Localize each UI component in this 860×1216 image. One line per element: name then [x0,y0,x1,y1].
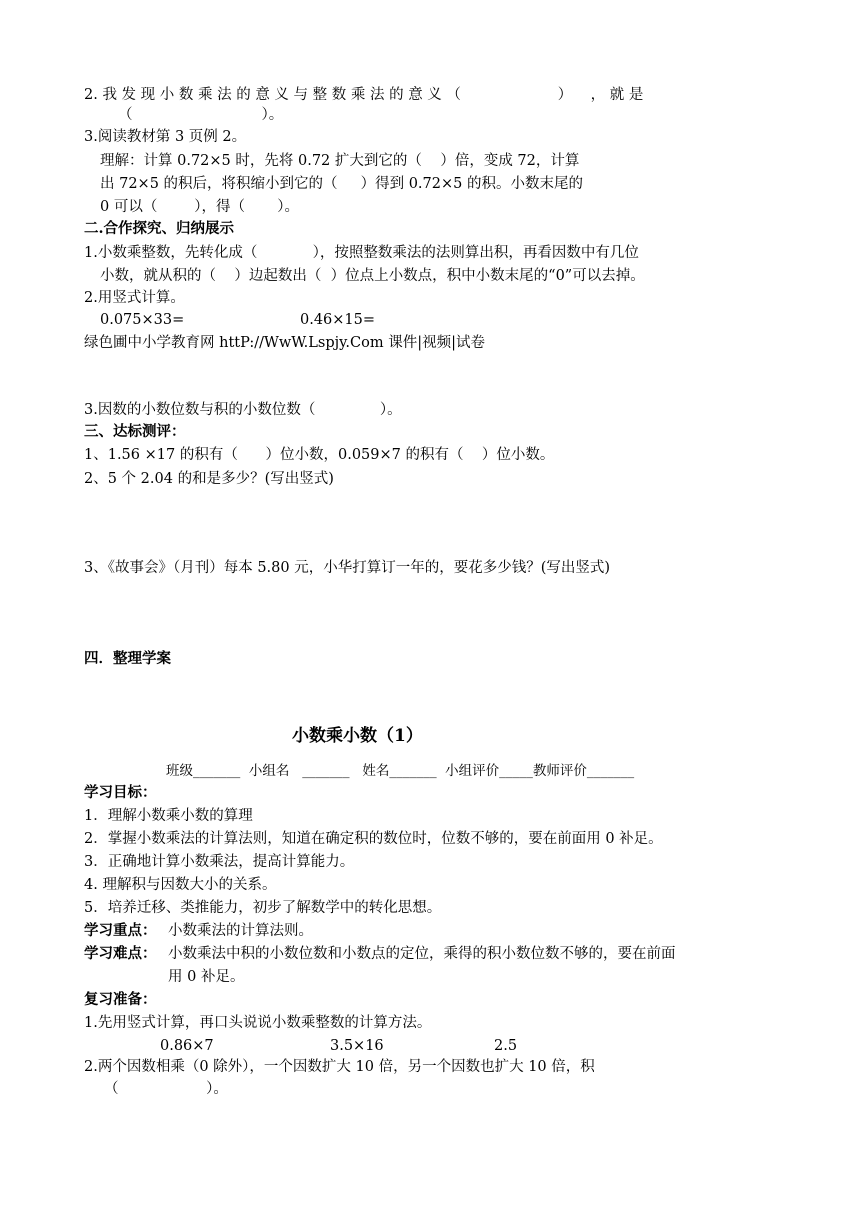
review-heading: 复习准备： [84,991,157,1008]
section-2-item-2: 2.用竖式计算。 [84,290,185,306]
question-3-line-c: 0 可以（ ），得（ ）。 [100,199,299,215]
vertical-calc-1: 0.075×33= [100,312,185,328]
watermark-text: 绿色圃中小学教育网 httP://WwW.Lspjy.Com 课件|视频|试卷 [84,335,485,351]
test-item-3: 3、《故事会》（月刊）每本 5.80 元，小华打算订一年的，要花多少钱？(写出竖式) [84,560,611,576]
section-2-item-1-line-b: 小数，就从积的（ ）边起数出（ ）位点上小数点，积中小数末尾的“0”可以去掉。 [100,268,645,284]
question-2-line-1: 2. 我 发 现 小 数 乘 法 的 意 义 与 整 数 乘 法 的 意 义 （ ） ， 就 是 [84,87,644,103]
learning-goals-heading: 学习目标： [84,784,157,801]
goal-2: 2．掌握小数乘法的计算法则，知道在确定积的数位时，位数不够的，要在前面用 0 补足。 [84,831,663,847]
review-calc-3: 2.5 [494,1038,518,1054]
section-2-item-3: 3.因数的小数位数与积的小数位数（ ）。 [84,402,402,418]
goal-3: 3．正确地计算小数乘法，提高计算能力。 [84,854,355,870]
test-item-2: 2、5 个 2.04 的和是多少？(写出竖式) [84,471,334,487]
vertical-calc-2: 0.46×15= [300,312,376,328]
question-3-line-b: 出 72×5 的积后，将积缩小到它的（ ）得到 0.72×5 的积。小数末尾的 [100,176,583,192]
question-3: 3.阅读教材第 3 页例 2。 [84,129,247,145]
key-point-text: 小数乘法的计算法则。 [168,923,313,939]
difficulty-text-line-a: 小数乘法中积的小数位数和小数点的定位，乘得的积小数位数不够的，要在前面 [168,946,676,962]
section-2-heading: 二.合作探究、归纳展示 [84,220,235,237]
test-item-1: 1、1.56 ×17 的积有（ ）位小数，0.059×7 的积有（ ）位小数。 [84,447,555,463]
review-item-1: 1.先用竖式计算，再口头说说小数乘整数的计算方法。 [84,1015,432,1031]
question-3-line-a: 理解：计算 0.72×5 时，先将 0.72 扩大到它的（ ）倍，变成 72，计算 [100,153,580,169]
question-2-line-2: （ ）。 [118,107,284,123]
goal-1: 1．理解小数乘小数的算理 [84,808,253,824]
key-point-heading: 学习重点： [84,922,157,939]
goal-5: 5．培养迁移、类推能力，初步了解数学中的转化思想。 [84,900,442,916]
review-item-2-line-b: （ ）。 [104,1081,228,1097]
review-item-2-line-a: 2.两个因数相乘（0 除外），一个因数扩大 10 倍，另一个因数也扩大 10 倍，积 [84,1059,595,1075]
lesson-title: 小数乘小数（1） [292,726,423,746]
section-4-heading: 四．整理学案 [84,650,171,667]
student-info-line: 班级_______ 小组名 _______ 姓名_______ 小组评价_____教师评价_______ [166,763,635,779]
review-calc-1: 0.86×7 [160,1038,214,1054]
goal-4: 4. 理解积与因数大小的关系。 [84,877,277,893]
difficulty-text-line-b: 用 0 补足。 [168,969,245,985]
section-2-item-1-line-a: 1.小数乘整数，先转化成（ ），按照整数乘法的法则算出积，再看因数中有几位 [84,245,639,261]
difficulty-heading: 学习难点： [84,945,157,962]
section-3-heading: 三、达标测评： [84,423,186,440]
review-calc-2: 3.5×16 [330,1038,384,1054]
